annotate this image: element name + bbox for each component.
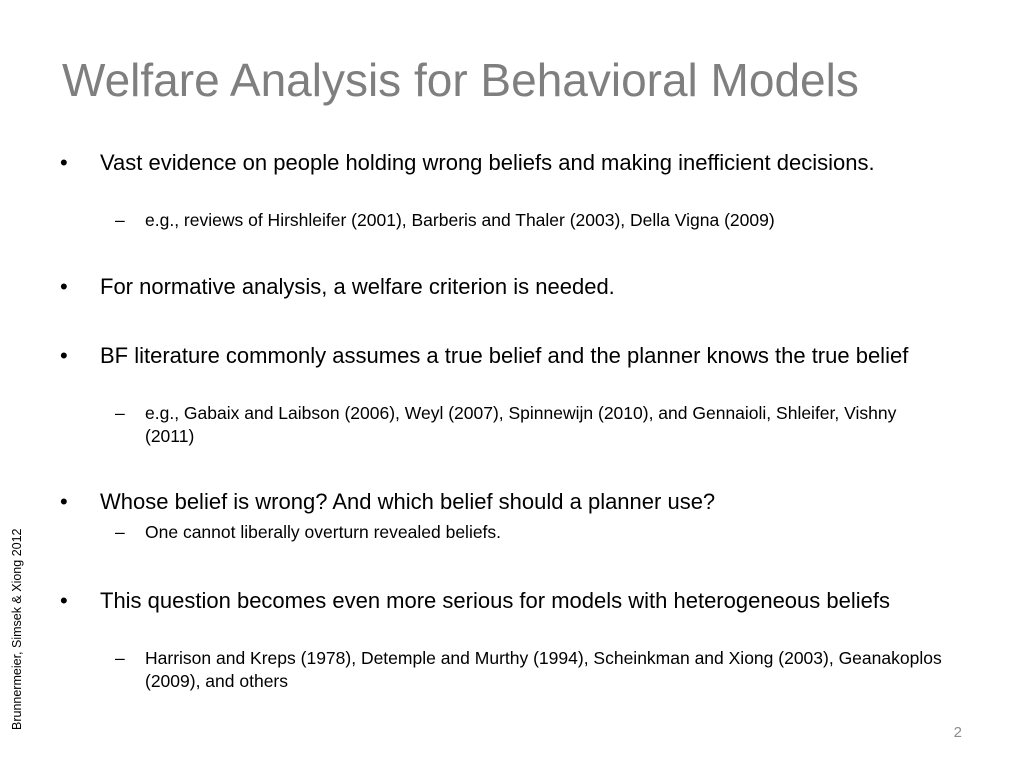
bullet-text: Vast evidence on people holding wrong beliefs and making inefficient decisions. bbox=[100, 150, 875, 175]
page-number: 2 bbox=[953, 724, 962, 741]
sub-bullet-text: e.g., Gabaix and Laibson (2006), Weyl (2007), Spinnewijn (2010), and Gennaioli, Shleifer, Vishny (2011) bbox=[145, 403, 897, 446]
sub-bullet-marker: – bbox=[115, 210, 125, 230]
slide-title: Welfare Analysis for Behavioral Models bbox=[62, 54, 859, 106]
sub-bullet-marker: – bbox=[115, 522, 125, 542]
bullet-marker: • bbox=[60, 343, 68, 368]
bullet-text: BF literature commonly assumes a true belief and the planner knows the true belief bbox=[100, 343, 909, 368]
bullet-marker: • bbox=[60, 274, 68, 299]
bullet-marker: • bbox=[60, 150, 68, 175]
author-credit: Brunnermeier, Simsek & Xiong 2012 bbox=[10, 528, 24, 730]
bullet-text: For normative analysis, a welfare criterion is needed. bbox=[100, 274, 615, 299]
sub-bullet-marker: – bbox=[115, 648, 125, 668]
bullet-marker: • bbox=[60, 489, 68, 514]
sub-bullet-text: One cannot liberally overturn revealed beliefs. bbox=[145, 522, 502, 542]
bullet-text: This question becomes even more serious for models with heterogeneous beliefs bbox=[100, 588, 890, 613]
bullet-marker: • bbox=[60, 588, 68, 613]
sub-bullet-marker: – bbox=[115, 403, 125, 423]
sub-bullet-text: e.g., reviews of Hirshleifer (2001), Barberis and Thaler (2003), Della Vigna (2009) bbox=[145, 210, 775, 230]
bullet-text: Whose belief is wrong? And which belief should a planner use? bbox=[100, 489, 716, 514]
sub-bullet-text: Harrison and Kreps (1978), Detemple and Murthy (1994), Scheinkman and Xiong (2003), Geanakoplos (2009), and others bbox=[145, 648, 942, 691]
